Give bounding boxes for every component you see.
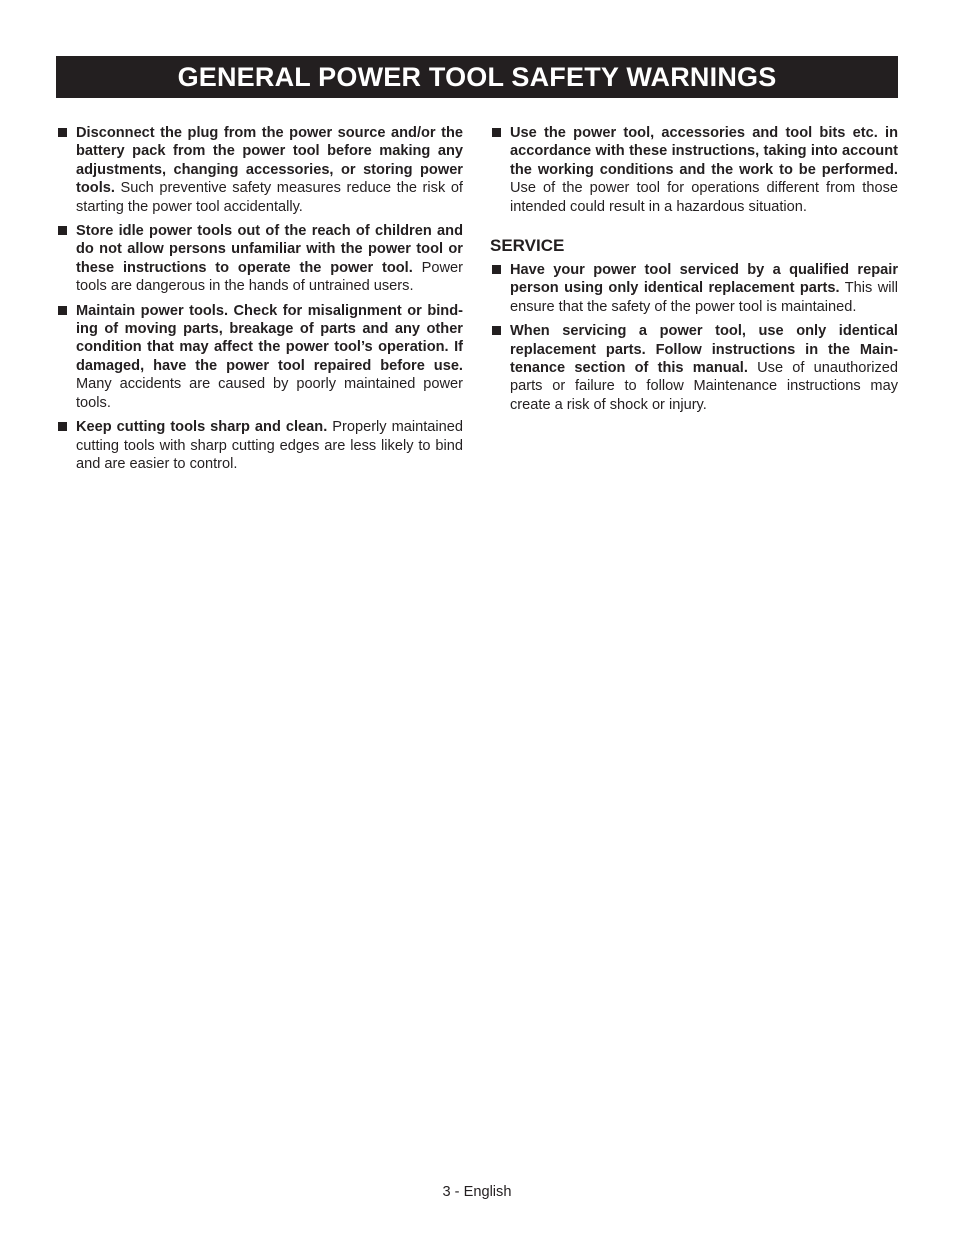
warning-item <box>56 222 463 296</box>
service-bold-text: When servicing a power tool, use only identical replacement parts. Follow instructions in the Maintenance section of this manual. <box>510 323 898 377</box>
service-text: Use of unauthorized parts or failure to follow Maintenance instructions may create a risk of shock or injury. <box>510 360 898 413</box>
left-column <box>56 124 463 479</box>
warning-text: Such preventive safety measures reduce the risk of starting the power tool accidentally. <box>76 180 463 215</box>
square-bullet-icon <box>492 265 501 274</box>
warning-bold-text: Use the power tool, accessories and tool bits etc. in accordance with these instructions, taking into account the working conditions and the work to be performed. <box>510 125 898 178</box>
service-text: This will ensure that the safety of the power tool is maintained. <box>510 280 899 315</box>
service-item <box>490 261 898 316</box>
warning-bold-text: Maintain power tools. Check for misalignment or binding of moving parts, breakage of parts and any other condition that may affect the power tool’s operation. If damaged, have the power tool repaired before use. <box>76 302 463 374</box>
warning-bold-text: Store idle power tools out of the reach of children and do not allow persons unfamiliar with the power tool or these instructions to operate the power tool. <box>76 223 463 276</box>
warning-item <box>56 124 463 216</box>
square-bullet-icon <box>58 306 67 315</box>
service-item <box>490 322 898 414</box>
warning-text: Power tools are dangerous in the hands of untrained users. <box>76 259 463 295</box>
square-bullet-icon <box>58 226 67 235</box>
square-bullet-icon <box>492 326 501 335</box>
warning-bold-text: Disconnect the plug from the power source and/or the battery pack from the power tool before making any adjustments, changing accessories, or storing power tools. <box>76 125 463 197</box>
square-bullet-icon <box>58 422 67 431</box>
page-number: 3 - English <box>442 1184 512 1200</box>
warning-text: Properly maintained cutting tools with sharp cutting edges are less likely to bind and are easier to control. <box>76 419 463 472</box>
warning-item <box>56 418 463 473</box>
warning-item <box>490 124 898 216</box>
square-bullet-icon <box>492 128 501 137</box>
service-bold-text: Have your power tool serviced by a qualified repair person using only identical replacement parts. <box>510 262 898 297</box>
page-title-bar <box>56 56 898 98</box>
warning-item <box>56 302 463 412</box>
warning-bold-text: Keep cutting tools sharp and clean. <box>76 419 328 436</box>
warning-text: Many accidents are caused by poorly maintained power tools. <box>76 376 463 411</box>
right-column <box>490 124 898 420</box>
service-heading: SERVICE <box>490 236 565 256</box>
page-title: GENERAL POWER TOOL SAFETY WARNINGS <box>177 61 777 92</box>
warning-text: Use of the power tool for operations different from those intended could result in a hazardous situation. <box>510 180 898 215</box>
square-bullet-icon <box>58 128 67 137</box>
